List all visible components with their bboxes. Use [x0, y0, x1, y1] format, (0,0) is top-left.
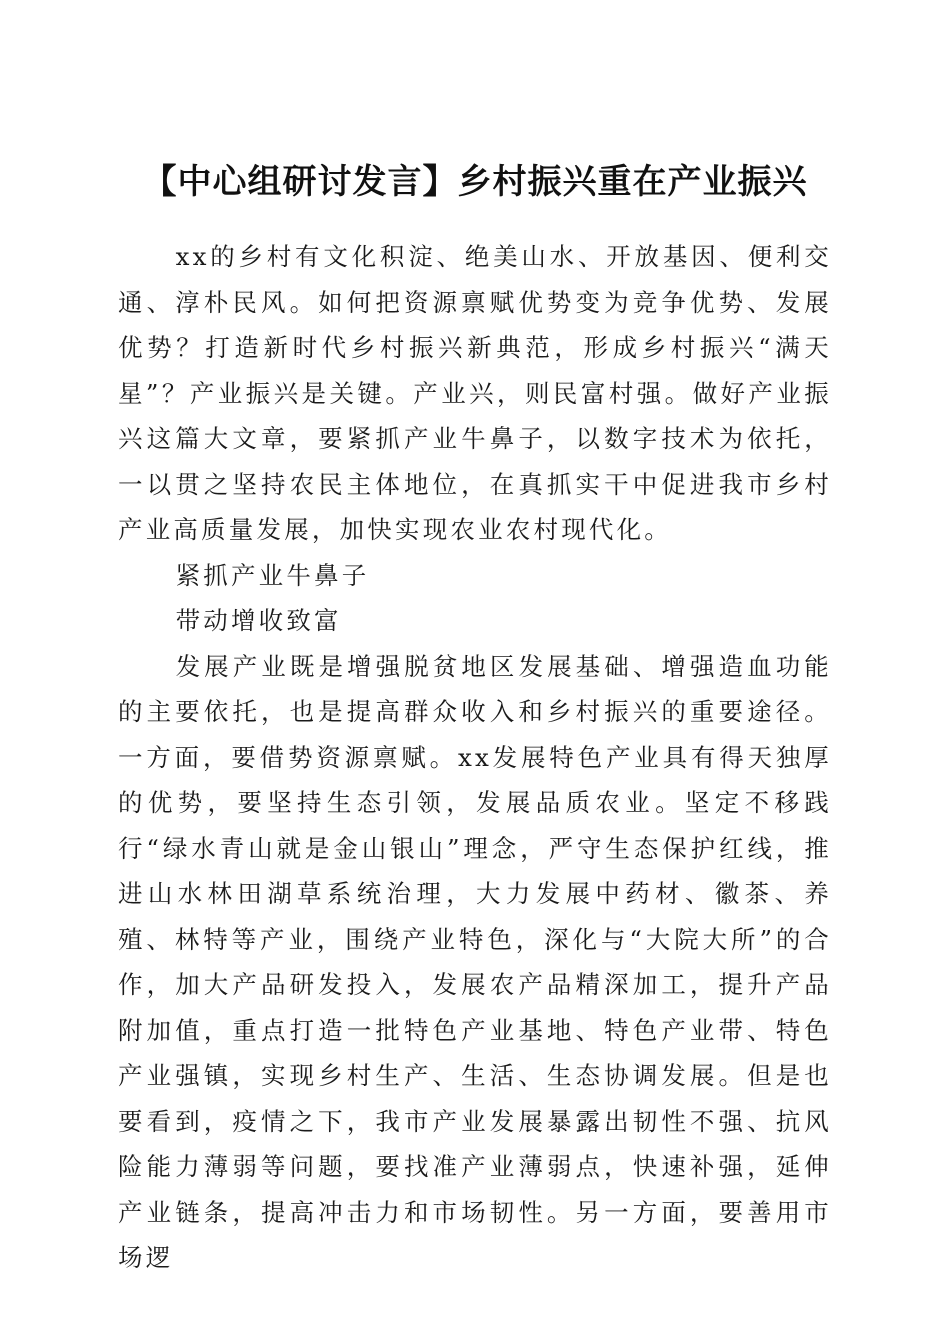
section-heading-line-1: 紧抓产业牛鼻子: [175, 560, 370, 590]
document-title: 【中心组研讨发言】乡村振兴重在产业振兴: [142, 161, 808, 202]
paragraph-intro: xx的乡村有文化积淀、绝美山水、开放基因、便利交通、淳朴民风。如何把资源禀赋优势变为竞争优势、发展优势？打造新时代乡村振兴新典范，形成乡村振兴“满天星”？产业振兴是关键。产业兴，则民富村强。做好产业振兴这篇大文章，要紧抓产业牛鼻子，以数字技术为依托，一以贯之坚持农民主体地位，在真抓实干中促进我市乡村产业高质量发展，加快实现农业农村现代化。: [118, 242, 832, 544]
document-body: [118, 234, 832, 1281]
paragraph-industry-development: 发展产业既是增强脱贫地区发展基础、增强造血功能的主要依托，也是提高群众收入和乡村振兴的重要途径。一方面，要借势资源禀赋。xx发展特色产业具有得天独厚的优势，要坚持生态引领，发展品质农业。坚定不移践行“绿水青山就是金山银山”理念，严守生态保护红线，推进山水林田湖草系统治理，大力发展中药材、徽茶、养殖、林特等产业，围绕产业特色，深化与“大院大所”的合作，加大产品研发投入，发展农产品精深加工，提升产品附加值，重点打造一批特色产业基地、特色产业带、特色产业强镇，实现乡村生产、生活、生态协调发展。但是也要看到，疫情之下，我市产业发展暴露出韧性不强、抗风险能力薄弱等问题，要找准产业薄弱点，快速补强，延伸产业链条，提高冲击力和市场韧性。另一方面，要善用市场逻: [118, 651, 832, 1272]
section-heading-line-2: 带动增收致富: [175, 606, 342, 635]
